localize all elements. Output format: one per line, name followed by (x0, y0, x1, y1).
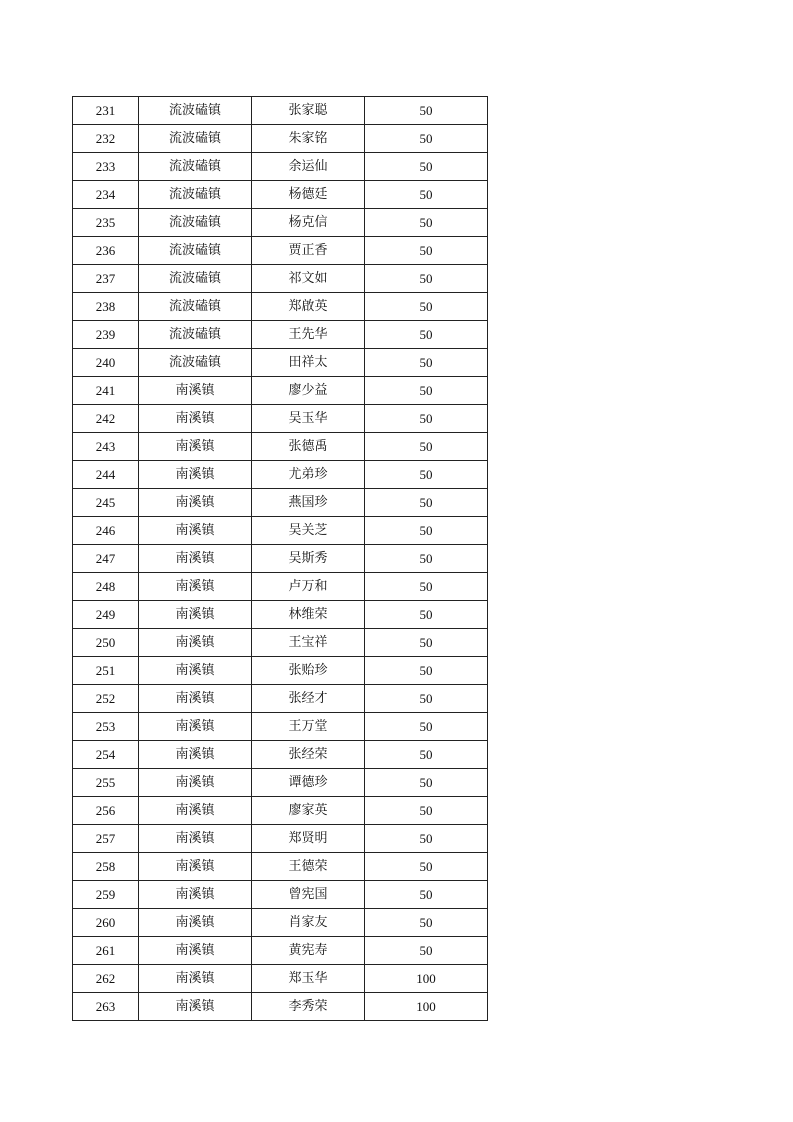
cell-serial-number: 234 (73, 181, 139, 209)
cell-person-name: 张德禹 (252, 433, 365, 461)
cell-serial-number: 251 (73, 657, 139, 685)
table-row (73, 293, 488, 321)
cell-person-name: 王德荣 (252, 853, 365, 881)
cell-person-name: 卢万和 (252, 573, 365, 601)
cell-serial-number: 249 (73, 601, 139, 629)
cell-amount: 50 (365, 797, 488, 825)
cell-person-name: 张贻珍 (252, 657, 365, 685)
cell-person-name: 郑玉华 (252, 965, 365, 993)
table-body (73, 97, 488, 1021)
cell-person-name: 祁文如 (252, 265, 365, 293)
table-row (73, 881, 488, 909)
cell-town: 流波磕镇 (139, 153, 252, 181)
cell-town: 流波磕镇 (139, 125, 252, 153)
table-row (73, 601, 488, 629)
cell-person-name: 田祥太 (252, 349, 365, 377)
cell-town: 南溪镇 (139, 881, 252, 909)
cell-amount: 50 (365, 209, 488, 237)
cell-amount: 50 (365, 853, 488, 881)
cell-amount: 50 (365, 881, 488, 909)
cell-person-name: 吴关芝 (252, 517, 365, 545)
cell-town: 南溪镇 (139, 769, 252, 797)
cell-person-name: 肖家友 (252, 909, 365, 937)
cell-town: 南溪镇 (139, 629, 252, 657)
cell-person-name: 谭德珍 (252, 769, 365, 797)
cell-amount: 50 (365, 125, 488, 153)
cell-town: 流波磕镇 (139, 97, 252, 125)
cell-town: 南溪镇 (139, 797, 252, 825)
cell-town: 南溪镇 (139, 713, 252, 741)
table-row (73, 461, 488, 489)
cell-person-name: 王宝祥 (252, 629, 365, 657)
cell-town: 南溪镇 (139, 937, 252, 965)
cell-amount: 50 (365, 321, 488, 349)
table-row (73, 685, 488, 713)
cell-person-name: 张家聪 (252, 97, 365, 125)
cell-town: 南溪镇 (139, 601, 252, 629)
cell-serial-number: 261 (73, 937, 139, 965)
cell-serial-number: 257 (73, 825, 139, 853)
cell-person-name: 吴玉华 (252, 405, 365, 433)
cell-amount: 50 (365, 293, 488, 321)
cell-serial-number: 240 (73, 349, 139, 377)
cell-person-name: 燕国珍 (252, 489, 365, 517)
table-row (73, 853, 488, 881)
cell-town: 南溪镇 (139, 657, 252, 685)
cell-serial-number: 253 (73, 713, 139, 741)
table-row (73, 209, 488, 237)
cell-person-name: 王万堂 (252, 713, 365, 741)
cell-person-name: 林维荣 (252, 601, 365, 629)
cell-person-name: 廖家英 (252, 797, 365, 825)
cell-serial-number: 252 (73, 685, 139, 713)
cell-town: 流波磕镇 (139, 209, 252, 237)
cell-amount: 100 (365, 993, 488, 1021)
cell-amount: 50 (365, 377, 488, 405)
table-row (73, 797, 488, 825)
cell-amount: 50 (365, 573, 488, 601)
cell-amount: 50 (365, 517, 488, 545)
cell-amount: 50 (365, 349, 488, 377)
table-row (73, 321, 488, 349)
cell-amount: 50 (365, 405, 488, 433)
cell-town: 南溪镇 (139, 377, 252, 405)
table-row (73, 937, 488, 965)
cell-serial-number: 258 (73, 853, 139, 881)
cell-person-name: 廖少益 (252, 377, 365, 405)
cell-town: 流波磕镇 (139, 293, 252, 321)
cell-town: 流波磕镇 (139, 181, 252, 209)
cell-amount: 50 (365, 657, 488, 685)
cell-town: 南溪镇 (139, 489, 252, 517)
cell-amount: 50 (365, 685, 488, 713)
cell-serial-number: 260 (73, 909, 139, 937)
table-row (73, 349, 488, 377)
cell-person-name: 余运仙 (252, 153, 365, 181)
table-row (73, 545, 488, 573)
cell-amount: 50 (365, 769, 488, 797)
cell-amount: 50 (365, 265, 488, 293)
cell-serial-number: 233 (73, 153, 139, 181)
cell-amount: 50 (365, 97, 488, 125)
cell-person-name: 黄宪寿 (252, 937, 365, 965)
cell-serial-number: 239 (73, 321, 139, 349)
cell-town: 南溪镇 (139, 517, 252, 545)
cell-person-name: 曾宪国 (252, 881, 365, 909)
cell-amount: 50 (365, 489, 488, 517)
cell-person-name: 杨德廷 (252, 181, 365, 209)
cell-serial-number: 236 (73, 237, 139, 265)
table-row (73, 629, 488, 657)
cell-serial-number: 262 (73, 965, 139, 993)
cell-amount: 50 (365, 629, 488, 657)
table-row (73, 377, 488, 405)
data-table (72, 96, 488, 1021)
table-row (73, 181, 488, 209)
table-row (73, 265, 488, 293)
cell-serial-number: 242 (73, 405, 139, 433)
cell-town: 南溪镇 (139, 685, 252, 713)
cell-amount: 50 (365, 601, 488, 629)
cell-person-name: 郑贤明 (252, 825, 365, 853)
table-row (73, 965, 488, 993)
table-row (73, 405, 488, 433)
cell-town: 南溪镇 (139, 545, 252, 573)
cell-town: 南溪镇 (139, 825, 252, 853)
cell-town: 南溪镇 (139, 573, 252, 601)
cell-amount: 50 (365, 909, 488, 937)
cell-serial-number: 238 (73, 293, 139, 321)
table-row (73, 517, 488, 545)
cell-serial-number: 241 (73, 377, 139, 405)
cell-serial-number: 254 (73, 741, 139, 769)
cell-town: 流波磕镇 (139, 321, 252, 349)
cell-town: 南溪镇 (139, 853, 252, 881)
table-row (73, 97, 488, 125)
table-row (73, 573, 488, 601)
cell-serial-number: 245 (73, 489, 139, 517)
cell-town: 南溪镇 (139, 461, 252, 489)
cell-town: 南溪镇 (139, 433, 252, 461)
table-row (73, 713, 488, 741)
cell-town: 南溪镇 (139, 741, 252, 769)
cell-amount: 50 (365, 545, 488, 573)
table-row (73, 489, 488, 517)
table-row (73, 237, 488, 265)
table-row (73, 125, 488, 153)
cell-amount: 50 (365, 433, 488, 461)
cell-person-name: 张经荣 (252, 741, 365, 769)
table-row (73, 909, 488, 937)
cell-serial-number: 237 (73, 265, 139, 293)
cell-amount: 50 (365, 237, 488, 265)
table-row (73, 769, 488, 797)
cell-amount: 50 (365, 825, 488, 853)
cell-serial-number: 248 (73, 573, 139, 601)
cell-town: 南溪镇 (139, 965, 252, 993)
cell-town: 流波磕镇 (139, 237, 252, 265)
cell-amount: 50 (365, 461, 488, 489)
cell-serial-number: 263 (73, 993, 139, 1021)
cell-serial-number: 255 (73, 769, 139, 797)
table-row (73, 657, 488, 685)
cell-person-name: 郑啟英 (252, 293, 365, 321)
cell-serial-number: 246 (73, 517, 139, 545)
table-row (73, 741, 488, 769)
cell-amount: 50 (365, 153, 488, 181)
cell-person-name: 朱家铭 (252, 125, 365, 153)
cell-serial-number: 247 (73, 545, 139, 573)
cell-person-name: 尤弟珍 (252, 461, 365, 489)
cell-amount: 50 (365, 937, 488, 965)
cell-person-name: 王先华 (252, 321, 365, 349)
cell-serial-number: 256 (73, 797, 139, 825)
cell-person-name: 李秀荣 (252, 993, 365, 1021)
cell-amount: 50 (365, 181, 488, 209)
table-row (73, 153, 488, 181)
cell-serial-number: 250 (73, 629, 139, 657)
table-row (73, 825, 488, 853)
cell-serial-number: 259 (73, 881, 139, 909)
cell-person-name: 张经才 (252, 685, 365, 713)
cell-serial-number: 235 (73, 209, 139, 237)
cell-person-name: 贾正香 (252, 237, 365, 265)
cell-serial-number: 231 (73, 97, 139, 125)
cell-town: 流波磕镇 (139, 349, 252, 377)
cell-town: 南溪镇 (139, 909, 252, 937)
cell-amount: 50 (365, 713, 488, 741)
cell-amount: 50 (365, 741, 488, 769)
cell-person-name: 吴斯秀 (252, 545, 365, 573)
cell-amount: 100 (365, 965, 488, 993)
table-row (73, 993, 488, 1021)
cell-person-name: 杨克信 (252, 209, 365, 237)
cell-serial-number: 244 (73, 461, 139, 489)
cell-town: 流波磕镇 (139, 265, 252, 293)
cell-town: 南溪镇 (139, 993, 252, 1021)
cell-town: 南溪镇 (139, 405, 252, 433)
cell-serial-number: 243 (73, 433, 139, 461)
cell-serial-number: 232 (73, 125, 139, 153)
table-row (73, 433, 488, 461)
